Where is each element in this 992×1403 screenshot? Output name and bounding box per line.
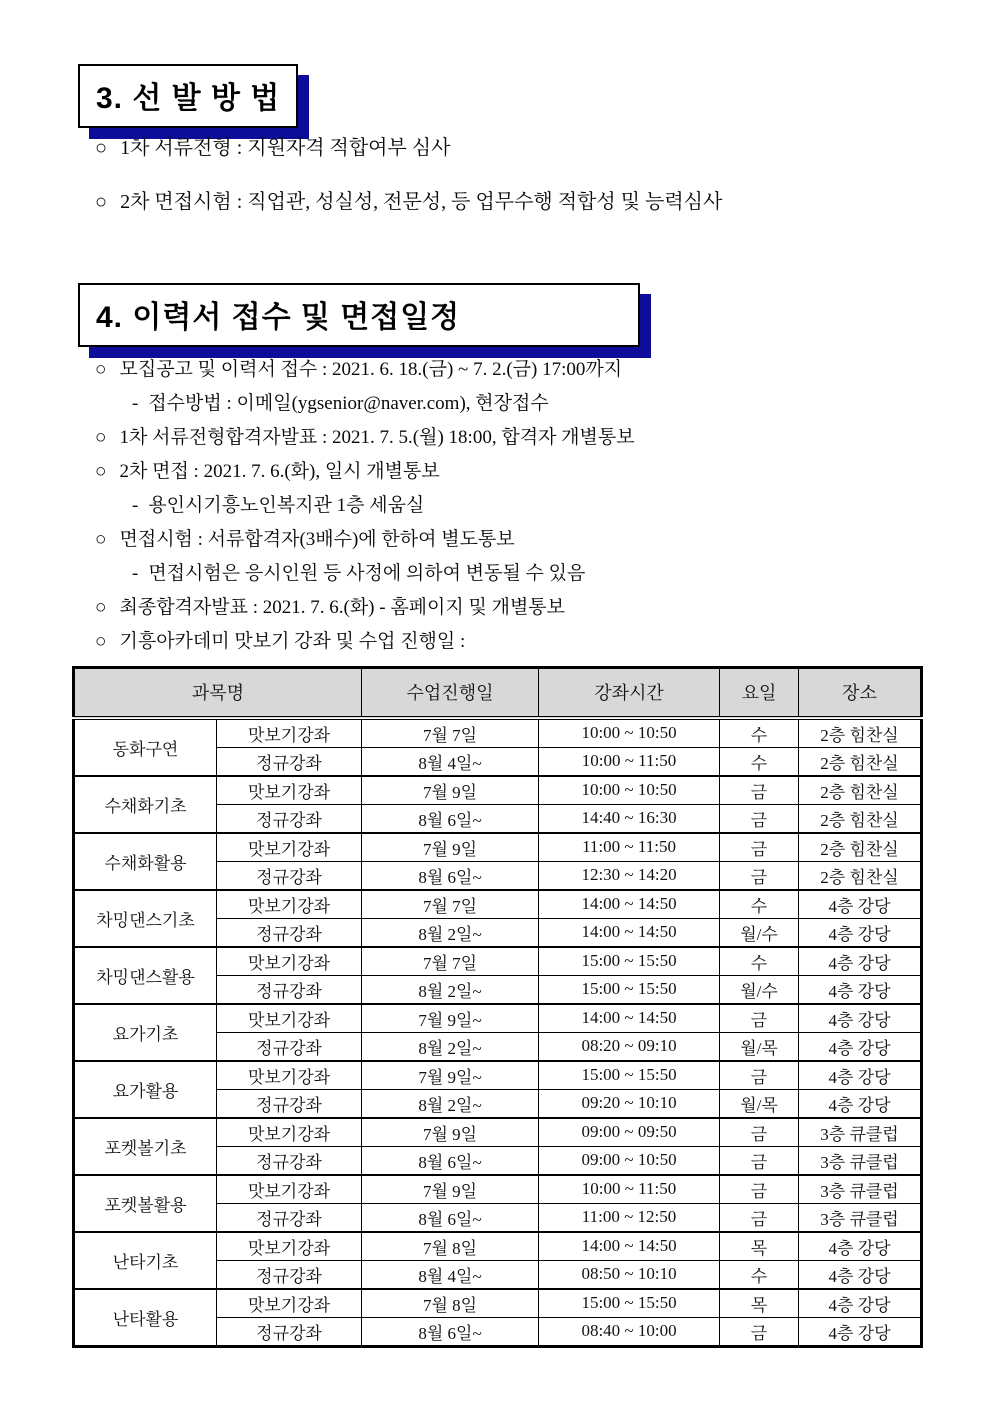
class-date-cell: 8월 6일~ <box>362 1317 539 1346</box>
class-time-cell: 14:00 ~ 14:50 <box>539 1004 720 1033</box>
bullet-marker: ○ <box>95 191 108 213</box>
class-time-cell: 15:00 ~ 15:50 <box>539 947 720 976</box>
course-type-cell: 정규강좌 <box>217 747 362 776</box>
bullet-text: 기흥아카데미 맛보기 강좌 및 수업 진행일 : <box>119 631 466 652</box>
place-cell: 4층 강당 <box>799 1004 922 1033</box>
day-cell: 목 <box>720 1289 799 1318</box>
class-date-cell: 8월 4일~ <box>362 747 539 776</box>
day-cell: 수 <box>720 1260 799 1289</box>
class-date-cell: 7월 9일 <box>362 833 539 862</box>
class-time-cell: 08:20 ~ 09:10 <box>539 1032 720 1061</box>
bullet-marker: ○ <box>95 597 107 618</box>
bullet-marker: ○ <box>95 461 107 482</box>
course-type-cell: 맛보기강좌 <box>217 833 362 862</box>
place-cell: 3층 큐클럽 <box>799 1203 922 1232</box>
table-row <box>74 1118 922 1147</box>
subject-cell: 요가활용 <box>74 1061 217 1118</box>
place-cell: 4층 강당 <box>799 1317 922 1346</box>
day-cell: 월/수 <box>720 975 799 1004</box>
header-class-date: 수업진행일 <box>362 668 539 718</box>
course-type-cell: 맛보기강좌 <box>217 718 362 748</box>
day-cell: 금 <box>720 776 799 805</box>
class-date-cell: 7월 7일 <box>362 890 539 919</box>
course-type-cell: 정규강좌 <box>217 1203 362 1232</box>
place-cell: 3층 큐클럽 <box>799 1146 922 1175</box>
course-type-cell: 맛보기강좌 <box>217 890 362 919</box>
bullet-line <box>95 185 722 214</box>
course-type-cell: 정규강좌 <box>217 1146 362 1175</box>
course-type-cell: 맛보기강좌 <box>217 1004 362 1033</box>
place-cell: 4층 강당 <box>799 1289 922 1318</box>
place-cell: 4층 강당 <box>799 1232 922 1261</box>
class-date-cell: 7월 9일 <box>362 1118 539 1147</box>
place-cell: 4층 강당 <box>799 918 922 947</box>
class-time-cell: 15:00 ~ 15:50 <box>539 1289 720 1318</box>
bullet-line <box>95 631 635 653</box>
header-subject: 과목명 <box>74 668 362 718</box>
subject-cell: 난타활용 <box>74 1289 217 1347</box>
bullet-text: 2차 면접시험 : 직업관, 성실성, 전문성, 등 업무수행 적합성 및 능력심사 <box>120 191 723 213</box>
bullet-line <box>95 529 635 551</box>
day-cell: 금 <box>720 833 799 862</box>
subject-cell: 수채화활용 <box>74 833 217 890</box>
course-type-cell: 정규강좌 <box>217 1260 362 1289</box>
class-time-cell: 15:00 ~ 15:50 <box>539 975 720 1004</box>
course-type-cell: 맛보기강좌 <box>217 947 362 976</box>
class-date-cell: 8월 2일~ <box>362 975 539 1004</box>
day-cell: 금 <box>720 1203 799 1232</box>
class-time-cell: 09:00 ~ 10:50 <box>539 1146 720 1175</box>
subject-cell: 요가기초 <box>74 1004 217 1061</box>
course-type-cell: 정규강좌 <box>217 1032 362 1061</box>
class-time-cell: 10:00 ~ 11:50 <box>539 1175 720 1204</box>
class-time-cell: 14:00 ~ 14:50 <box>539 890 720 919</box>
bullet-text: 용인시기흥노인복지관 1층 세움실 <box>148 495 425 516</box>
day-cell: 월/수 <box>720 918 799 947</box>
sub-bullet-line <box>132 563 635 585</box>
place-cell: 4층 강당 <box>799 1032 922 1061</box>
table-row <box>74 947 922 976</box>
table-row <box>74 833 922 862</box>
table-row <box>74 890 922 919</box>
class-date-cell: 7월 9일~ <box>362 1061 539 1090</box>
table-row <box>74 1232 922 1261</box>
bullet-line <box>95 427 635 449</box>
subject-cell: 차밍댄스활용 <box>74 947 217 1004</box>
bullet-text: 1차 서류전형합격자발표 : 2021. 7. 5.(월) 18:00, 합격자 개별통보 <box>119 427 635 448</box>
class-time-cell: 12:30 ~ 14:20 <box>539 861 720 890</box>
section3-title: 3. 선 발 방 법 <box>96 82 281 115</box>
class-date-cell: 7월 9일 <box>362 1175 539 1204</box>
course-schedule-table <box>72 666 923 1348</box>
subject-cell: 수채화기초 <box>74 776 217 833</box>
bullet-text: 면접시험은 응시인원 등 사정에 의하여 변동될 수 있음 <box>148 563 586 584</box>
section4-title: 4. 이력서 접수 및 면접일정 <box>96 301 461 334</box>
day-cell: 목 <box>720 1232 799 1261</box>
day-cell: 금 <box>720 1317 799 1346</box>
table-body <box>74 718 922 1347</box>
bullet-marker: ○ <box>95 137 108 159</box>
class-time-cell: 14:00 ~ 14:50 <box>539 918 720 947</box>
day-cell: 수 <box>720 947 799 976</box>
place-cell: 4층 강당 <box>799 1089 922 1118</box>
class-date-cell: 8월 6일~ <box>362 861 539 890</box>
class-date-cell: 7월 8일 <box>362 1289 539 1318</box>
class-date-cell: 7월 8일 <box>362 1232 539 1261</box>
bullet-text: 접수방법 : 이메일(ygsenior@naver.com), 현장접수 <box>148 393 549 414</box>
header-class-time: 강좌시간 <box>539 668 720 718</box>
class-date-cell: 8월 2일~ <box>362 1032 539 1061</box>
class-time-cell: 11:00 ~ 12:50 <box>539 1203 720 1232</box>
course-type-cell: 맛보기강좌 <box>217 1289 362 1318</box>
subject-cell: 난타기초 <box>74 1232 217 1289</box>
table-row <box>74 1175 922 1204</box>
bullet-marker: ○ <box>95 631 107 652</box>
section4-title-box <box>78 283 640 347</box>
table-row <box>74 1061 922 1090</box>
class-date-cell: 8월 6일~ <box>362 1203 539 1232</box>
table-row <box>74 718 922 748</box>
bullet-marker: - <box>132 393 139 414</box>
day-cell: 금 <box>720 1175 799 1204</box>
bullet-line <box>95 131 722 160</box>
bullet-line <box>95 359 635 381</box>
course-type-cell: 정규강좌 <box>217 918 362 947</box>
bullet-line <box>95 461 635 483</box>
class-time-cell: 14:00 ~ 14:50 <box>539 1232 720 1261</box>
class-date-cell: 8월 4일~ <box>362 1260 539 1289</box>
place-cell: 4층 강당 <box>799 1260 922 1289</box>
section3-bullet-list <box>95 131 722 239</box>
bullet-marker: ○ <box>95 359 107 380</box>
class-time-cell: 08:50 ~ 10:10 <box>539 1260 720 1289</box>
subject-cell: 포켓볼활용 <box>74 1175 217 1232</box>
day-cell: 금 <box>720 1004 799 1033</box>
class-time-cell: 14:40 ~ 16:30 <box>539 804 720 833</box>
table-header-row <box>74 668 922 718</box>
sub-bullet-line <box>132 495 635 517</box>
course-type-cell: 정규강좌 <box>217 804 362 833</box>
table-row <box>74 776 922 805</box>
class-time-cell: 15:00 ~ 15:50 <box>539 1061 720 1090</box>
class-time-cell: 09:20 ~ 10:10 <box>539 1089 720 1118</box>
table-row <box>74 1004 922 1033</box>
class-date-cell: 8월 2일~ <box>362 918 539 947</box>
class-time-cell: 10:00 ~ 11:50 <box>539 747 720 776</box>
bullet-line <box>95 597 635 619</box>
place-cell: 4층 강당 <box>799 890 922 919</box>
class-time-cell: 10:00 ~ 10:50 <box>539 776 720 805</box>
day-cell: 수 <box>720 890 799 919</box>
class-time-cell: 08:40 ~ 10:00 <box>539 1317 720 1346</box>
day-cell: 금 <box>720 1118 799 1147</box>
day-cell: 금 <box>720 804 799 833</box>
class-date-cell: 7월 9일~ <box>362 1004 539 1033</box>
bullet-marker: - <box>132 563 139 584</box>
section4-bullet-list <box>95 359 635 665</box>
place-cell: 2층 힘찬실 <box>799 833 922 862</box>
place-cell: 3층 큐클럽 <box>799 1118 922 1147</box>
class-time-cell: 10:00 ~ 10:50 <box>539 718 720 748</box>
class-time-cell: 11:00 ~ 11:50 <box>539 833 720 862</box>
sub-bullet-line <box>132 393 635 415</box>
place-cell: 3층 큐클럽 <box>799 1175 922 1204</box>
place-cell: 2층 힘찬실 <box>799 804 922 833</box>
subject-cell: 동화구연 <box>74 718 217 776</box>
day-cell: 금 <box>720 1061 799 1090</box>
course-type-cell: 맛보기강좌 <box>217 1175 362 1204</box>
course-type-cell: 맛보기강좌 <box>217 1232 362 1261</box>
bullet-text: 모집공고 및 이력서 접수 : 2021. 6. 18.(금) ~ 7. 2.(금) 17:00까지 <box>119 359 623 380</box>
day-cell: 수 <box>720 747 799 776</box>
bullet-text: 최종합격자발표 : 2021. 7. 6.(화) - 홈페이지 및 개별통보 <box>119 597 566 618</box>
day-cell: 금 <box>720 861 799 890</box>
place-cell: 2층 힘찬실 <box>799 718 922 748</box>
bullet-marker: - <box>132 495 139 516</box>
day-cell: 월/목 <box>720 1089 799 1118</box>
course-type-cell: 정규강좌 <box>217 861 362 890</box>
section3-title-box <box>78 64 298 128</box>
course-type-cell: 맛보기강좌 <box>217 776 362 805</box>
class-time-cell: 09:00 ~ 09:50 <box>539 1118 720 1147</box>
course-type-cell: 정규강좌 <box>217 1089 362 1118</box>
table-row <box>74 1289 922 1318</box>
header-day: 요일 <box>720 668 799 718</box>
bullet-marker: ○ <box>95 529 107 550</box>
subject-cell: 차밍댄스기초 <box>74 890 217 947</box>
class-date-cell: 7월 7일 <box>362 718 539 748</box>
bullet-text: 면접시험 : 서류합격자(3배수)에 한하여 별도통보 <box>119 529 515 550</box>
place-cell: 4층 강당 <box>799 1061 922 1090</box>
bullet-marker: ○ <box>95 427 107 448</box>
class-date-cell: 8월 6일~ <box>362 804 539 833</box>
place-cell: 2층 힘찬실 <box>799 776 922 805</box>
class-date-cell: 8월 6일~ <box>362 1146 539 1175</box>
course-type-cell: 정규강좌 <box>217 975 362 1004</box>
course-type-cell: 정규강좌 <box>217 1317 362 1346</box>
course-type-cell: 맛보기강좌 <box>217 1118 362 1147</box>
place-cell: 4층 강당 <box>799 975 922 1004</box>
bullet-text: 1차 서류전형 : 지원자격 적합여부 심사 <box>120 137 451 159</box>
bullet-text: 2차 면접 : 2021. 7. 6.(화), 일시 개별통보 <box>119 461 440 482</box>
place-cell: 2층 힘찬실 <box>799 747 922 776</box>
day-cell: 금 <box>720 1146 799 1175</box>
subject-cell: 포켓볼기초 <box>74 1118 217 1175</box>
place-cell: 4층 강당 <box>799 947 922 976</box>
day-cell: 수 <box>720 718 799 748</box>
class-date-cell: 7월 9일 <box>362 776 539 805</box>
place-cell: 2층 힘찬실 <box>799 861 922 890</box>
class-date-cell: 8월 2일~ <box>362 1089 539 1118</box>
day-cell: 월/목 <box>720 1032 799 1061</box>
class-date-cell: 7월 7일 <box>362 947 539 976</box>
header-place: 장소 <box>799 668 922 718</box>
course-type-cell: 맛보기강좌 <box>217 1061 362 1090</box>
